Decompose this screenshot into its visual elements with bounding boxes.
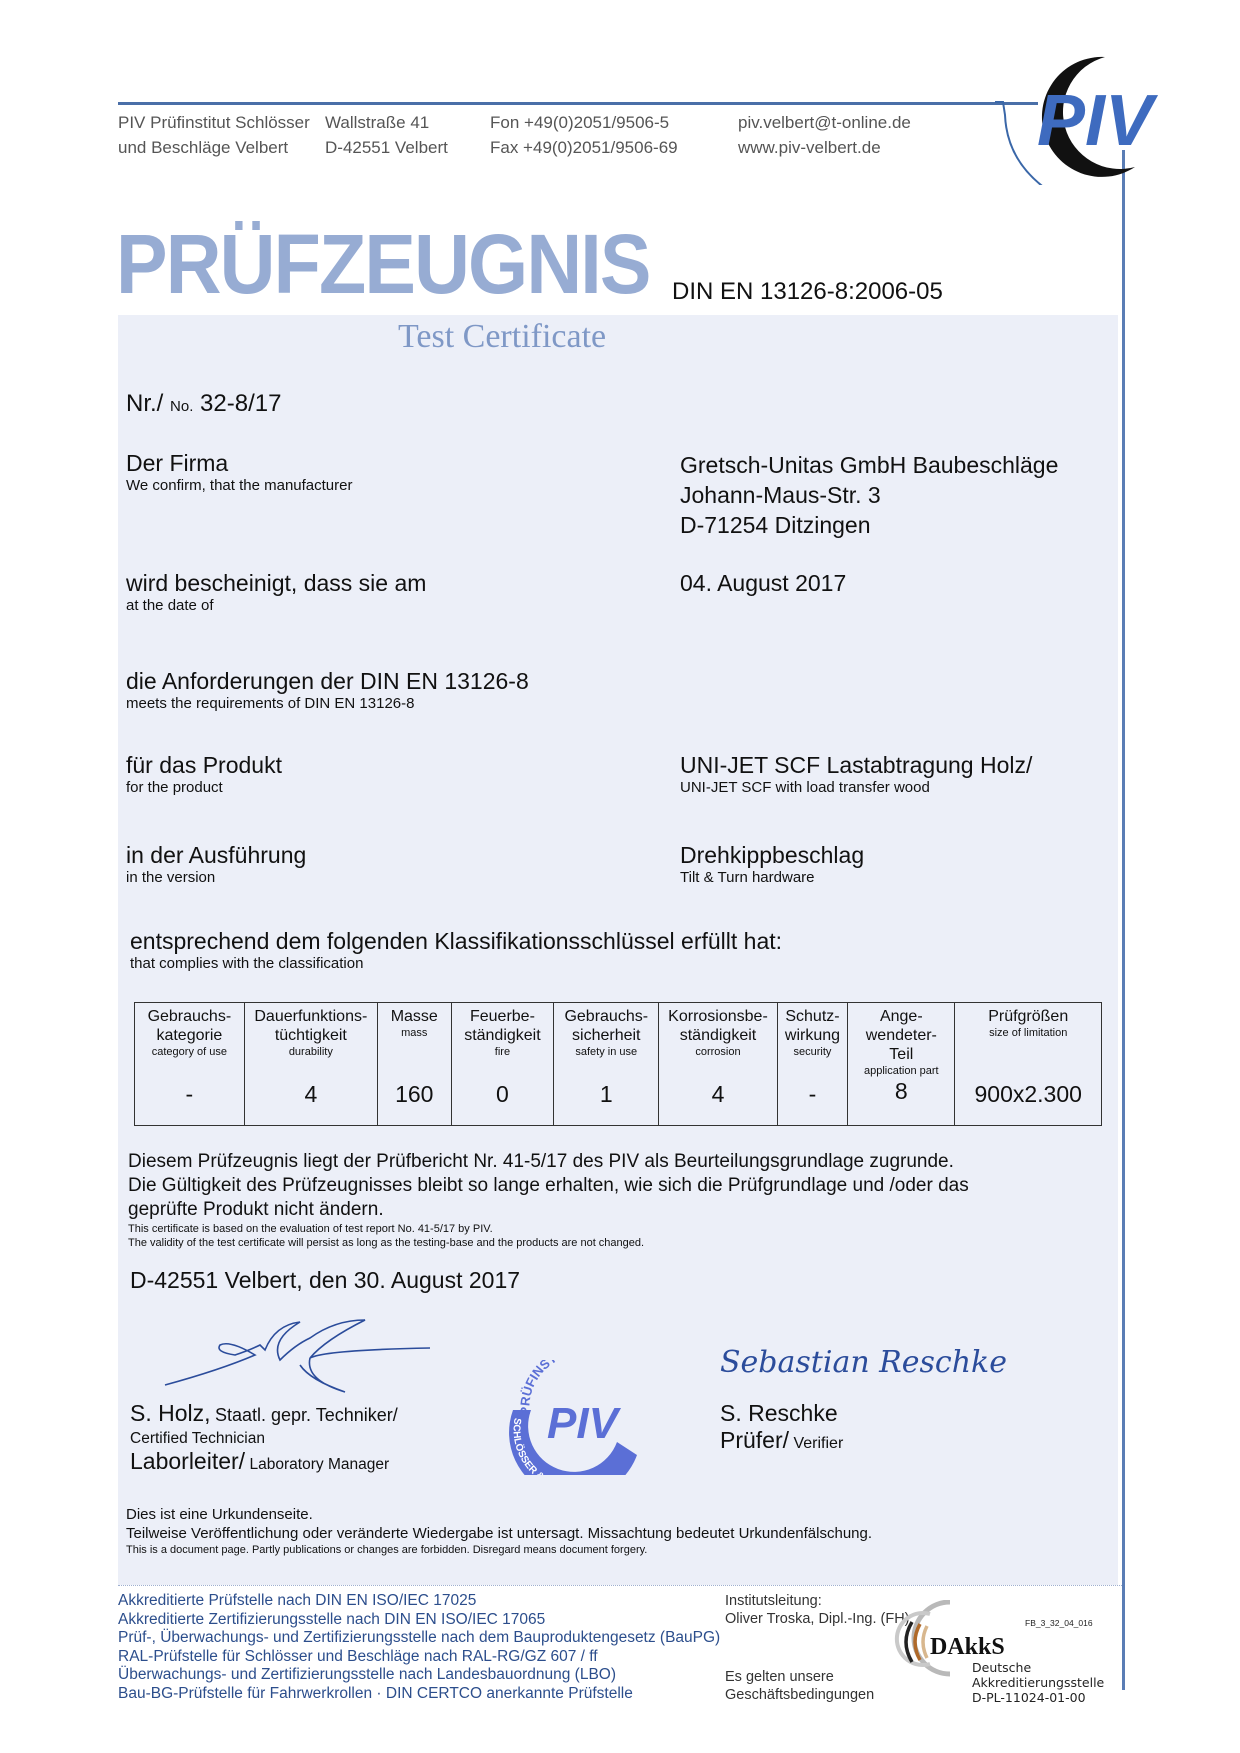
dakks-line-2: Akkreditierungsstelle <box>972 1675 1105 1690</box>
column-header-en: size of limitation <box>989 1027 1068 1039</box>
number-label-de: Nr./ <box>126 390 164 417</box>
signatory-left-role-de: Laborleiter/ <box>130 1448 246 1474</box>
dakks-info <box>972 1660 1104 1705</box>
city: D-42551 Velbert <box>325 138 448 157</box>
standard-reference: DIN EN 13126-8:2006-05 <box>672 278 943 305</box>
management-label: Institutsleitung: <box>725 1593 822 1609</box>
accreditation-list <box>118 1592 720 1703</box>
signatory-left-title-de: Staatl. gepr. Techniker/ <box>214 1405 398 1425</box>
logo-text: PIV <box>1037 81 1154 161</box>
column-header-de: Masse <box>390 1008 438 1025</box>
label-de: Der Firma <box>126 450 229 476</box>
accreditation-item: Akkreditierte Prüfstelle nach DIN EN ISO/IEC 17025 <box>118 1592 477 1609</box>
field-date-label <box>126 570 426 614</box>
stamp-top-text: PRÜFINS <box>517 1360 553 1416</box>
header-rule <box>118 102 1038 105</box>
dakks-text: DAkkS <box>930 1634 1005 1660</box>
intro-de: entsprechend dem folgenden Klassifikationsschlüssel erfüllt hat: <box>130 928 783 954</box>
signatory-right <box>720 1400 843 1454</box>
fax: Fax +49(0)2051/9506-69 <box>490 138 678 157</box>
document-title: PRÜFZEUGNIS <box>116 217 650 311</box>
field-product-value <box>680 752 1032 796</box>
product-name-en: UNI-JET SCF with load transfer wood <box>680 779 930 796</box>
street: Wallstraße 41 <box>325 113 430 132</box>
classification-value: 1 <box>599 1081 613 1107</box>
version-name-en: Tilt & Turn hardware <box>680 869 815 886</box>
signatory-right-role-en: Verifier <box>793 1435 844 1452</box>
org-contact <box>738 110 911 160</box>
basis-de-2: Die Gültigkeit des Prüfzeugnisses bleibt so lange erhalten, wie sich die Prüfgrundlage und /oder das <box>128 1175 969 1196</box>
basis-en-2: The validity of the test certificate will persist as long as the testing-base and the products are not changed. <box>128 1237 645 1249</box>
company-street: Johann-Maus-Str. 3 <box>680 482 881 508</box>
stamp-graphic <box>505 1360 665 1475</box>
certificate-number <box>126 390 281 418</box>
classification-cell <box>955 1003 1102 1126</box>
signature-reschke-text: Sebastian Reschke <box>720 1345 1007 1380</box>
number-value: 32-8/17 <box>200 390 282 417</box>
classification-value: - <box>808 1081 817 1107</box>
company-name: Gretsch-Unitas GmbH Baubeschläge <box>680 452 1059 478</box>
terms-line-1: Es gelten unsere <box>725 1669 834 1685</box>
dakks-id: D-PL-11024-01-00 <box>972 1690 1086 1705</box>
label-de: wird bescheinigt, dass sie am <box>126 570 427 596</box>
footer-rule <box>118 1585 1122 1587</box>
org-line-2: und Beschläge Velbert <box>118 138 289 157</box>
number-label-en: No. <box>170 398 194 415</box>
basis-en-1: This certificate is based on the evaluation of test report No. 41-5/17 by PIV. <box>128 1223 493 1235</box>
classification-cell <box>848 1003 955 1126</box>
piv-logo <box>995 45 1235 189</box>
classification-table <box>134 1002 1102 1126</box>
column-header-de: Feuerbe- ständigkeit <box>464 1008 541 1044</box>
classification-intro <box>130 928 782 972</box>
document-subtitle: Test Certificate <box>398 318 607 355</box>
label-de: in der Ausführung <box>126 842 307 868</box>
signature-holz-graphic <box>160 1310 440 1400</box>
label-en: for the product <box>126 779 223 796</box>
classification-value: 160 <box>395 1081 434 1107</box>
accreditation-item: RAL-Prüfstelle für Schlösser und Beschläge nach RAL-RG/GZ 607 / ff <box>118 1647 598 1665</box>
signature-holz <box>160 1310 440 1404</box>
signatory-left <box>130 1400 398 1475</box>
column-header-en: security <box>793 1046 832 1058</box>
column-header-de: Schutz- wirkung <box>784 1008 841 1044</box>
label-en: at the date of <box>126 597 214 614</box>
org-line-1: PIV Prüfinstitut Schlösser <box>118 113 310 132</box>
classification-value: 0 <box>496 1081 509 1107</box>
column-header-en: safety in use <box>575 1046 638 1058</box>
classification-value: 4 <box>304 1081 318 1107</box>
field-product-label <box>126 752 282 796</box>
column-header-de: Gebrauchs- sicherheit <box>564 1008 649 1044</box>
stamp-bottom-text: SCHLÖSSER <box>510 1417 539 1475</box>
accreditation-item: Akkreditierte Zertifizierungsstelle nach DIN EN ISO/IEC 17065 <box>118 1610 546 1628</box>
classification-cell <box>777 1003 847 1126</box>
column-header-de: Dauerfunktions- tüchtigkeit <box>254 1008 368 1044</box>
terms <box>725 1668 874 1704</box>
column-header-en: fire <box>494 1046 511 1058</box>
accreditation-item: Überwachungs- und Zertifizierungsstelle nach Landesbauordnung (LBO) <box>118 1666 617 1683</box>
accreditation-item: Bau-BG-Prüfstelle für Fahrwerkrollen · DIN CERTCO anerkannte Prüfstelle <box>118 1684 633 1702</box>
stamp-center-text: PIV <box>547 1399 618 1448</box>
classification-value: 900x2.300 <box>974 1081 1082 1107</box>
border-rule <box>1122 150 1125 1690</box>
classification-cell <box>135 1003 245 1126</box>
piv-stamp <box>505 1360 665 1479</box>
column-header-de: Korrosionsbe- ständigkeit <box>668 1008 768 1044</box>
classification-cell <box>244 1003 377 1126</box>
notice-line-en: This is a document page. Partly publications or changes are forbidden. Disregard means document forgery. <box>126 1544 648 1556</box>
label-de: für das Produkt <box>126 752 282 778</box>
document-notice <box>126 1505 872 1557</box>
column-header-en: corrosion <box>695 1046 741 1058</box>
label-en: We confirm, that the manufacturer <box>126 477 353 494</box>
management-name: Oliver Troska, Dipl.-Ing. (FH) <box>725 1611 910 1627</box>
basis-de-3: geprüfte Produkt nicht ändern. <box>128 1199 384 1220</box>
classification-cell <box>554 1003 659 1126</box>
field-company-label <box>126 450 353 494</box>
label-de: die Anforderungen der DIN EN 13126-8 <box>126 668 529 694</box>
classification-cell <box>451 1003 554 1126</box>
column-header-de: Prüfgrößen <box>988 1008 1069 1025</box>
classification-row <box>135 1003 1102 1126</box>
form-code: FB_3_32_04_016 <box>1025 1618 1093 1628</box>
column-header-en: application part <box>864 1065 939 1077</box>
notice-line-2: Teilweise Veröffentlichung oder veränderte Wiedergabe ist untersagt. Missachtung bedeutet Urkundenfälschung. <box>126 1525 873 1542</box>
column-header-de: Ange- wendeter- Teil <box>865 1008 937 1063</box>
signatory-left-title-en: Certified Technician <box>130 1430 265 1447</box>
classification-cell <box>377 1003 451 1126</box>
field-date-value: 04. August 2017 <box>680 570 847 596</box>
signatory-left-role-en: Laboratory Manager <box>249 1456 390 1473</box>
signatory-left-name: S. Holz, <box>130 1400 211 1426</box>
column-header-en: category of use <box>151 1046 227 1058</box>
accreditation-item: Prüf-, Überwachungs- und Zertifizierungsstelle nach dem Bauproduktengesetz (BauPG) <box>118 1629 721 1646</box>
field-requirements-label <box>126 668 529 712</box>
column-header-en: mass <box>401 1027 428 1039</box>
field-company-value <box>680 450 1058 540</box>
column-header-de: Gebrauchs- kategorie <box>147 1008 232 1044</box>
field-version-label <box>126 842 306 886</box>
column-header-en: durability <box>288 1046 333 1058</box>
company-city: D-71254 Ditzingen <box>680 512 871 538</box>
org-phone <box>490 110 678 160</box>
version-name: Drehkippbeschlag <box>680 842 865 868</box>
classification-value: - <box>185 1081 194 1107</box>
label-en: in the version <box>126 869 216 886</box>
field-version-value <box>680 842 864 886</box>
org-name <box>118 110 310 160</box>
signatory-right-role-de: Prüfer/ <box>720 1427 790 1453</box>
email-link[interactable]: piv.velbert@t-online.de <box>738 113 911 132</box>
institute-management <box>725 1592 910 1628</box>
basis-de-1: Diesem Prüfzeugnis liegt der Prüfbericht Nr. 41-5/17 des PIV als Beurteilungsgrundlage zugrunde. <box>128 1151 954 1172</box>
basis-statement <box>128 1150 969 1250</box>
piv-logo-graphic <box>995 45 1235 185</box>
dakks-line-1: Deutsche <box>972 1660 1032 1675</box>
signatory-right-name: S. Reschke <box>720 1400 838 1426</box>
signature-reschke <box>720 1345 1007 1380</box>
org-address <box>325 110 448 160</box>
terms-line-2: Geschäftsbedingungen <box>725 1687 875 1703</box>
website-link[interactable]: www.piv-velbert.de <box>738 138 881 157</box>
intro-en: that complies with the classification <box>130 955 364 972</box>
notice-line-1: Dies ist eine Urkundenseite. <box>126 1506 313 1523</box>
place-date: D-42551 Velbert, den 30. August 2017 <box>130 1267 521 1293</box>
product-name: UNI-JET SCF Lastabtragung Holz/ <box>680 752 1033 778</box>
phone: Fon +49(0)2051/9506-5 <box>490 113 670 132</box>
label-en: meets the requirements of DIN EN 13126-8 <box>126 695 415 712</box>
classification-value: 4 <box>711 1081 725 1107</box>
classification-cell <box>659 1003 778 1126</box>
classification-value: 8 <box>894 1078 908 1104</box>
